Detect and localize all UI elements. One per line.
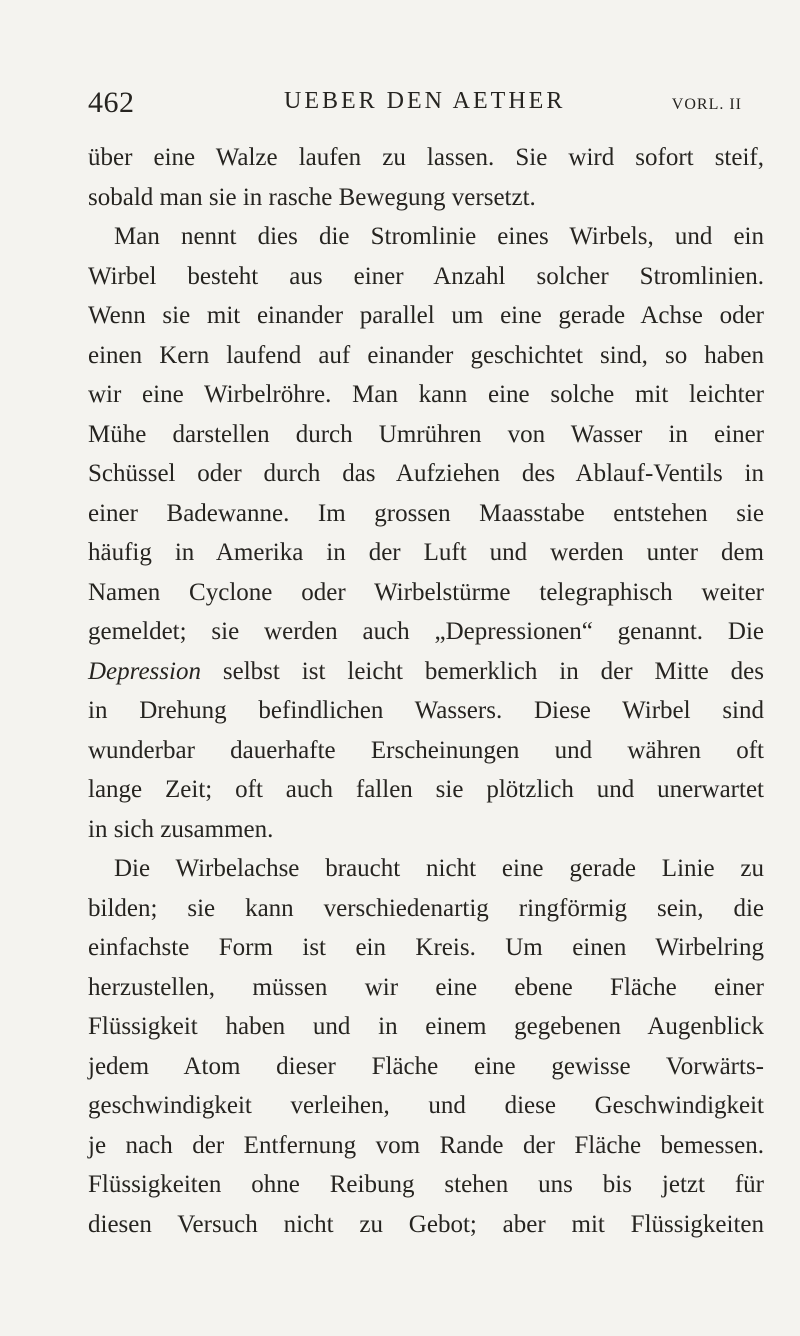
text-line bbox=[88, 652, 764, 692]
text-line: Wenn sie mit einander parallel um eine gerade Achse oder bbox=[88, 302, 764, 329]
text-line: gemeldet; sie werden auch „Depressionen“ genannt. Die bbox=[88, 618, 764, 645]
text-line: Schüssel oder durch das Aufziehen des Ablauf-Ventils in bbox=[88, 460, 764, 487]
page-number: 462 bbox=[88, 86, 135, 119]
text-line: einfachste Form ist ein Kreis. Um einen Wirbelring bbox=[88, 934, 764, 961]
text-line: jedem Atom dieser Fläche eine gewisse Vorwärts- bbox=[88, 1052, 764, 1080]
text-line: Namen Cyclone oder Wirbelstürme telegraphisch weiter bbox=[88, 578, 764, 606]
text-line: Man nennt dies die Stromlinie eines Wirbels, und ein bbox=[114, 223, 764, 250]
text-line: wunderbar dauerhafte Erscheinungen und währen oft bbox=[88, 736, 764, 764]
text-line: diesen Versuch nicht zu Gebot; aber mit Flüssigkeiten bbox=[88, 1210, 764, 1238]
text-line: Flüssigkeiten ohne Reibung stehen uns bis jetzt für bbox=[88, 1171, 764, 1198]
page-header bbox=[88, 86, 742, 126]
text-line: herzustellen, müssen wir eine ebene Fläche einer bbox=[88, 973, 764, 1001]
section-mark: VORL. II bbox=[671, 96, 742, 113]
text-line: wir eine Wirbelröhre. Man kann eine solche mit leichter bbox=[88, 381, 764, 408]
text-line: in sich zusammen. bbox=[88, 815, 274, 843]
running-title: UEBER DEN AETHER bbox=[284, 88, 566, 114]
text-line: Flüssigkeit haben und in einem gegebenen Augenblick bbox=[88, 1013, 764, 1040]
text-line: einen Kern laufend auf einander geschichtet sind, so haben bbox=[88, 341, 764, 369]
text-line: bilden; sie kann verschiedenartig ringförmig sein, die bbox=[88, 894, 764, 922]
text-line: einer Badewanne. Im grossen Maasstabe entstehen sie bbox=[88, 499, 764, 527]
emphasized-word: Depression bbox=[88, 657, 201, 685]
text-line: je nach der Entfernung vom Rande der Fläche bemessen. bbox=[88, 1131, 764, 1159]
text-line: geschwindigkeit verleihen, und diese Geschwindigkeit bbox=[88, 1092, 764, 1119]
text-line: sobald man sie in rasche Bewegung versetzt. bbox=[88, 183, 536, 211]
text-line: Die Wirbelachse braucht nicht eine gerade Linie zu bbox=[114, 855, 764, 882]
text-line: Wirbel besteht aus einer Anzahl solcher Stromlinien. bbox=[88, 262, 764, 290]
text-line: lange Zeit; oft auch fallen sie plötzlich und unerwartet bbox=[88, 776, 764, 803]
text-line: über eine Walze laufen zu lassen. Sie wird sofort steif, bbox=[88, 144, 764, 171]
line-text: selbst ist leicht bemerklich in der Mitte des bbox=[200, 657, 764, 685]
text-line: in Drehung befindlichen Wassers. Diese Wirbel sind bbox=[88, 697, 764, 724]
text-line: häufig in Amerika in der Luft und werden unter dem bbox=[88, 539, 764, 566]
body-text bbox=[88, 138, 764, 1244]
text-line: Mühe darstellen durch Umrühren von Wasser in einer bbox=[88, 420, 764, 448]
